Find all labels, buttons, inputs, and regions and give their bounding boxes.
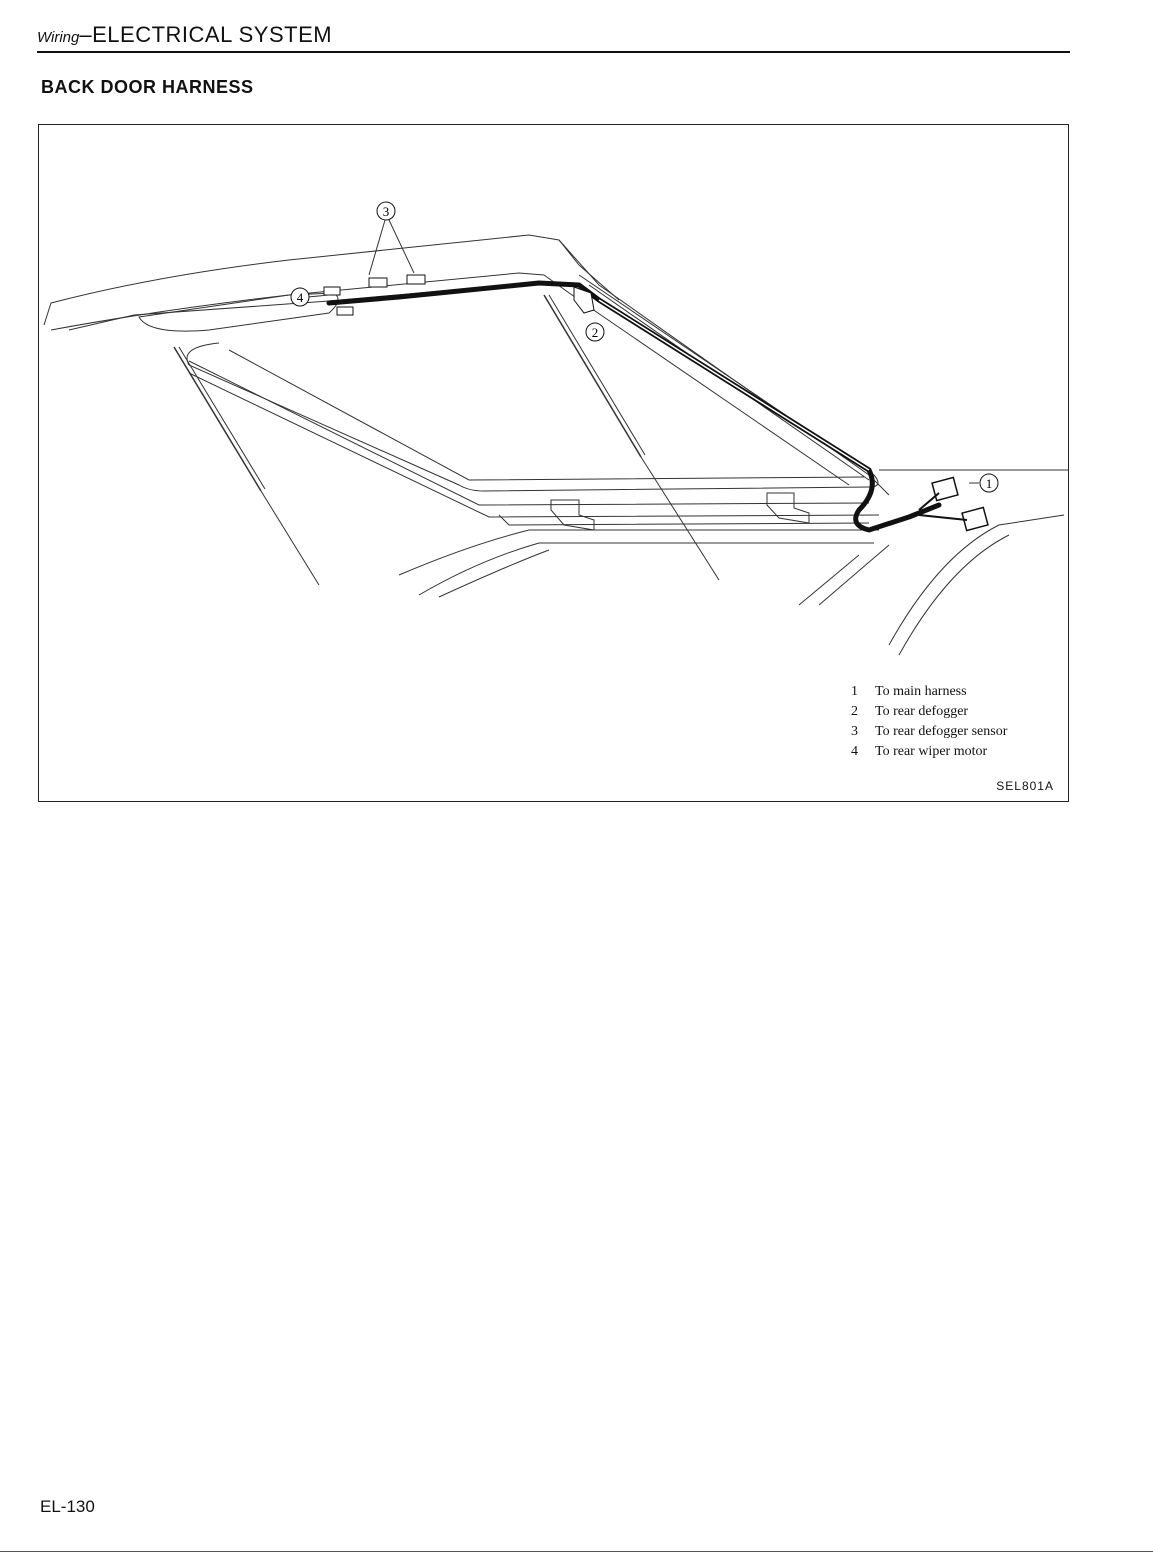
legend-number: 2 bbox=[851, 704, 858, 719]
left-strut-upper-2 bbox=[179, 347, 265, 489]
harness-cable bbox=[329, 283, 939, 530]
legend-number: 3 bbox=[851, 724, 858, 739]
figure-legend bbox=[851, 682, 1007, 762]
lower-body-line-3 bbox=[439, 550, 549, 597]
harness-cable-inner bbox=[599, 300, 869, 470]
figure-frame bbox=[38, 124, 1069, 802]
legend-text: To rear wiper motor bbox=[875, 744, 988, 759]
right-body-curve bbox=[889, 515, 1064, 645]
bottom-rule bbox=[0, 1551, 1153, 1552]
page-number: EL-130 bbox=[40, 1497, 95, 1516]
right-strut-lower bbox=[641, 457, 719, 580]
right-hook bbox=[767, 493, 809, 523]
callout-1-label: 1 bbox=[985, 476, 993, 491]
window-inner bbox=[229, 350, 864, 480]
legend-number: 4 bbox=[851, 744, 858, 759]
legend-text: To rear defogger bbox=[875, 704, 969, 719]
legend-item bbox=[851, 702, 1007, 722]
right-body-curve-2 bbox=[899, 535, 1009, 655]
header-rule bbox=[37, 51, 1070, 53]
legend-item bbox=[851, 742, 1007, 762]
connector-4a bbox=[324, 287, 340, 295]
right-pillar-outer bbox=[559, 240, 889, 495]
connector-3b bbox=[407, 275, 425, 284]
connector-3a bbox=[369, 278, 387, 287]
leader-4 bbox=[308, 295, 329, 297]
lower-body-line-2 bbox=[419, 543, 874, 595]
leader-3a bbox=[369, 220, 385, 275]
connector-4b bbox=[337, 307, 353, 315]
callout-1 bbox=[980, 474, 998, 492]
sill-line-2 bbox=[189, 373, 879, 517]
running-head-title: ELECTRICAL SYSTEM bbox=[92, 22, 333, 47]
running-head bbox=[37, 22, 332, 48]
callout-3-label: 3 bbox=[382, 204, 390, 219]
callout-2-label: 2 bbox=[591, 325, 599, 340]
door-top-outline bbox=[44, 235, 619, 325]
left-strut-upper bbox=[174, 347, 261, 491]
legend-item bbox=[851, 682, 1007, 702]
callout-4-label: 4 bbox=[296, 290, 304, 305]
legend-text: To main harness bbox=[875, 684, 967, 699]
section-title: BACK DOOR HARNESS bbox=[41, 77, 254, 97]
left-strut-lower bbox=[261, 491, 319, 585]
callout-2 bbox=[586, 323, 604, 341]
legend-text: To rear defogger sensor bbox=[875, 724, 1008, 739]
connector-1a bbox=[932, 477, 958, 500]
legend-item bbox=[851, 722, 1007, 742]
sill-line-1 bbox=[189, 361, 869, 505]
legend-number: 1 bbox=[851, 684, 858, 699]
running-head-prefix: Wiring bbox=[37, 29, 80, 46]
leader-3b bbox=[389, 220, 414, 273]
lower-body-line-4 bbox=[799, 555, 859, 605]
lower-body-line-5 bbox=[819, 545, 889, 605]
callout-4 bbox=[291, 288, 309, 306]
callout-3 bbox=[377, 202, 395, 220]
running-head-separator: – bbox=[79, 22, 93, 47]
figure-code: SEL801A bbox=[996, 779, 1054, 793]
